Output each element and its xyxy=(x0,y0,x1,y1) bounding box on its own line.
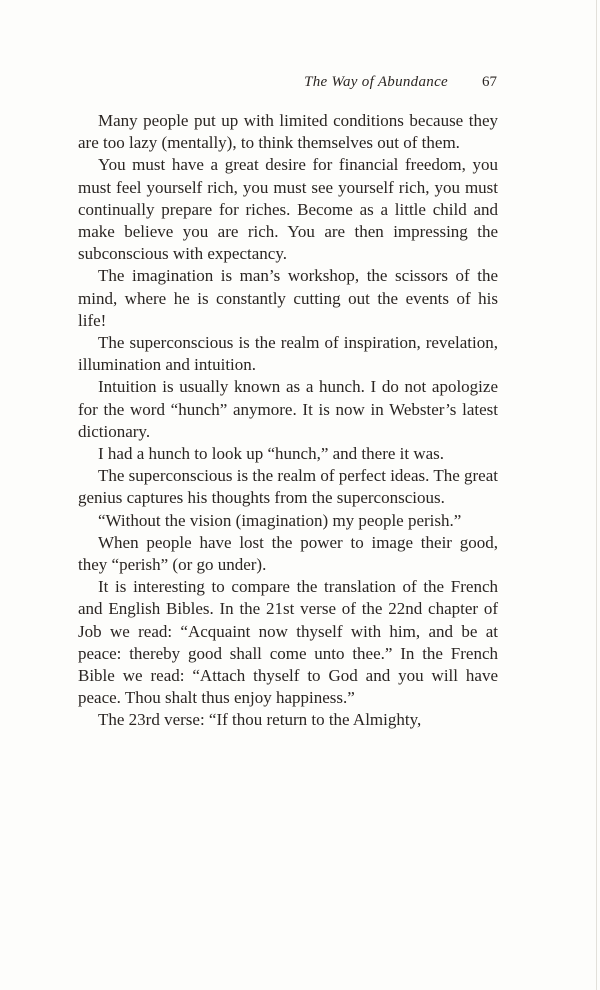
paragraph: “Without the vision (imagination) my people perish.” xyxy=(98,510,462,530)
running-head xyxy=(0,74,600,98)
page-number: 67 xyxy=(482,74,497,90)
paragraph: You must have a great desire for financial freedom, you must feel yourself rich, you must see yourself rich, you must continually prepare for riches. Become as a little child and make believe you are rich. You are then impressing the subconscious with expectancy. xyxy=(78,155,498,264)
paragraph: The superconscious is the realm of inspiration, revelation, illumination and intuition. xyxy=(78,333,498,375)
paragraph: The imagination is man’s workshop, the scissors of the mind, where he is constantly cutting out the events of his life! xyxy=(78,266,498,330)
paragraph: The superconscious is the realm of perfect ideas. The great genius captures his thoughts from the superconscious. xyxy=(78,466,498,508)
paragraph: The 23rd verse: “If thou return to the Almighty, xyxy=(98,710,422,730)
body-text xyxy=(78,110,498,732)
paragraph: When people have lost the power to image their good, they “perish” (or go under). xyxy=(78,532,498,575)
running-title: The Way of Abundance xyxy=(304,74,448,90)
paragraph: Many people put up with limited conditions because they are too lazy (mentally), to think themselves out of them. xyxy=(78,111,498,153)
paragraph: Intuition is usually known as a hunch. I do not apologize for the word “hunch” anymore. It is now in Webster’s latest dictionary. xyxy=(78,377,498,441)
page-edge xyxy=(596,0,597,990)
paragraph: I had a hunch to look up “hunch,” and there it was. xyxy=(98,444,445,464)
paragraph: It is interesting to compare the translation of the French and English Bibles. In the 21st verse of the 22nd chapter of Job we read: “Acquaint now thyself with him, and be at peace: thereby good shall come unto thee.” In the French Bible we read: “Attach thyself to God and you will have peace. Thou shalt thus enjoy happiness.” xyxy=(78,577,498,708)
